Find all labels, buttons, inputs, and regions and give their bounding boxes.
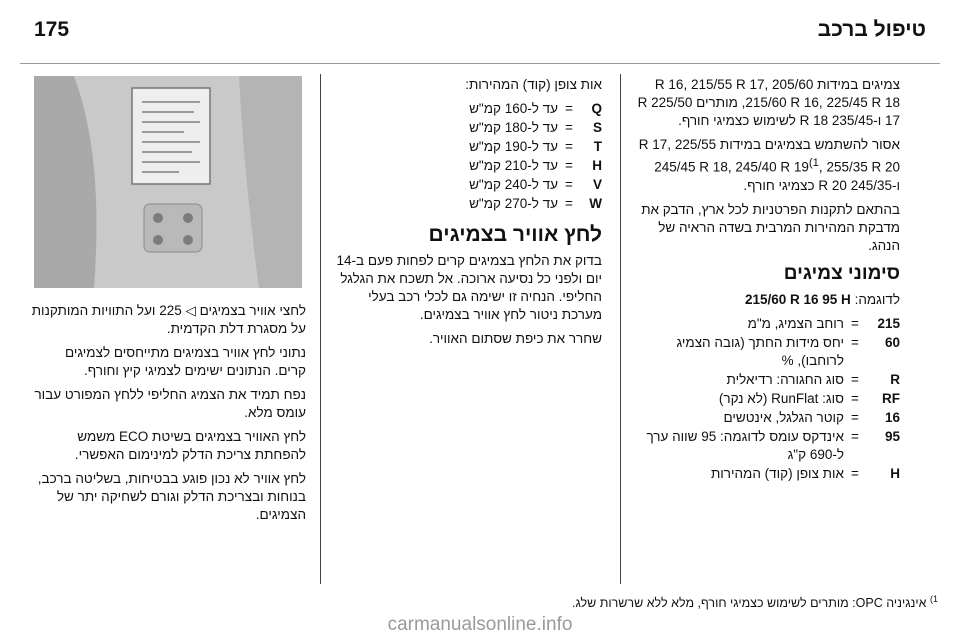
winter-forbidden-paragraph: אסור להשתמש בצמיגים במידות 225/55 R 17, 245/45 R 18, 245/40 R 19$^{(1}$, 255/35 R 20 ו-245/35 R 20 כצמיגי חורף. bbox=[638, 137, 900, 193]
table-row: H = עד ל-210 קמ"ש bbox=[469, 158, 602, 173]
table-row: Q = עד ל-160 קמ"ש bbox=[469, 101, 602, 116]
pressure-label-paragraph: לחצי אוויר בצמיגים ◁ 225 ועל התוויות המותקנות על מסגרת דלת הקדמית. bbox=[31, 303, 306, 336]
speed-sticker-paragraph: בהתאם לתקנות הפרטניות לכל ארץ, הדבק את מדבקת המהירות המרבית בשדה הראיה של הנהג. bbox=[641, 201, 900, 253]
speed-codes-intro: אות צופן (קוד) המהירות: bbox=[465, 77, 602, 92]
example-line: לדוגמה: 215/60 R 16 95 H bbox=[744, 291, 900, 307]
column-middle bbox=[334, 76, 602, 354]
tire-pressure-heading: לחץ אוויר בצמיגים bbox=[428, 223, 602, 246]
eco-pressure-paragraph: לחץ האוויר בצמיגים בשיטת ECO משמש להפחתת צריכת הדלק למינימום האפשרי. bbox=[74, 429, 306, 462]
table-row: 95 = אינדקס עומס לדוגמה: 95 שווה ערך ל-690 ק"ג bbox=[646, 428, 900, 462]
column-left bbox=[30, 302, 306, 530]
section-title: טיפול ברכב bbox=[817, 18, 926, 41]
table-row: V = עד ל-240 קמ"ש bbox=[469, 177, 602, 192]
footnote-marker: 1) bbox=[929, 594, 938, 604]
page-header bbox=[34, 18, 926, 48]
table-row: T = עד ל-190 קמ"ש bbox=[469, 139, 602, 154]
wrong-pressure-paragraph: לחץ אוויר לא נכון פוגע בבטיחות, בשליטה ברכב, בנוחות ובצריכת הדלק וגורם לשחיקה יתר של הצמיגים. bbox=[37, 471, 306, 522]
tire-markings-heading: סימוני צמיגים bbox=[783, 262, 900, 284]
valve-cap-paragraph: שחרר את כיפת שסתום האוויר. bbox=[429, 331, 602, 346]
check-pressure-paragraph: בדוק את הלחץ בצמיגים קרים לפחות פעם ב-14 יום ולפני כל נסיעה ארוכה. אל תשכח את הגלגל החליפי. הנחיה זו ישימה גם לכלי רכב בעלי מערכת ניטור לחץ אוויר בצמיגים. bbox=[336, 253, 602, 322]
footnote bbox=[38, 594, 938, 610]
cold-tyres-paragraph: נתוני לחץ אוויר בצמיגים מתייחסים לצמיגים קרים. הנתונים ישימים לצמיגי קיץ וחורף. bbox=[64, 345, 306, 378]
footnote-text: אינגיניה OPC: מותרים לשימוש כצמיגי חורף, מלא ללא שרשרות שלג. bbox=[572, 596, 927, 611]
door-frame-illustration bbox=[34, 76, 302, 288]
column-divider-right bbox=[620, 74, 621, 584]
table-row: 16 = קוטר הגלגל, אינטשים bbox=[723, 409, 900, 425]
watermark: carmanualsonline.info bbox=[387, 614, 573, 635]
tire-markings-table bbox=[634, 315, 900, 484]
table-row: RF = סוג: RunFlat (לא נקר) bbox=[718, 390, 900, 406]
column-divider-left bbox=[320, 74, 321, 584]
header-rule bbox=[20, 63, 940, 64]
table-row: H = אות צופן (קוד) המהירות bbox=[710, 465, 900, 481]
table-row: 215 = רוחב הצמיג, מ"מ bbox=[747, 315, 900, 331]
table-row: 60 = יחס מידות החתך (גובה הצמיג לרוחבו), % bbox=[676, 334, 900, 368]
door-pillar-label-photo bbox=[34, 76, 302, 288]
speed-codes-table bbox=[469, 100, 602, 214]
table-row: W = עד ל-270 קמ"ש bbox=[469, 196, 602, 211]
spare-wheel-paragraph: נפח תמיד את הצמיג החליפי ללחץ המפורט עבור עומס מלא. bbox=[34, 387, 306, 420]
winter-allowed-paragraph: צמיגים במידות 205/60 R 16, 215/55 R 17, 215/60 R 16, 225/45 R 18, מותרים 225/50 R 17 ו-235/45 R 18 לשימוש כצמיגי חורף. bbox=[637, 77, 900, 128]
page-number: 175 bbox=[34, 18, 70, 41]
column-right bbox=[634, 76, 900, 484]
table-row: S = עד ל-180 קמ"ש bbox=[469, 120, 602, 135]
table-row: R = סוג החגורה: רדיאלית bbox=[726, 371, 900, 387]
